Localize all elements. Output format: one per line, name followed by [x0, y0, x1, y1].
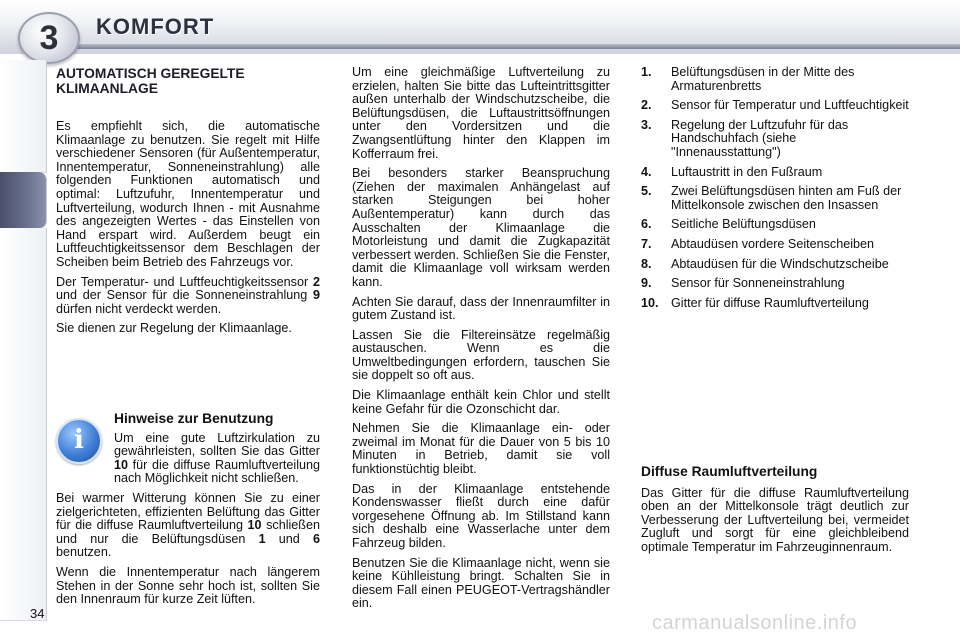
component-legend	[641, 66, 909, 316]
legend-item	[641, 185, 909, 212]
legend-text: Regelung der Luftzufuhr für das Handschuhfach (siehe "Innenausstattung")	[671, 117, 849, 159]
ref-number: 6	[313, 531, 321, 546]
section-title: AUTOMATISCH GEREGELTE KLIMAANLAGE	[56, 66, 245, 96]
legend-list	[641, 66, 909, 310]
text-run: schließen und nur die Belüftungsdüsen	[56, 518, 321, 546]
legend-text: Luftaustritt in den Fußraum	[671, 164, 823, 179]
chapter-tab[interactable]	[0, 452, 47, 509]
text-run: Bei warmer Witterung können Sie zu einer zielgerichteten, effizienten Belüftung das Gitter für die diffuse Raumluftverteilung	[56, 490, 320, 533]
ref-number: 2	[312, 274, 320, 289]
usage-note-paragraph: Wenn die Innentemperatur nach längerem Stehen in der Sonne sehr hoch ist, sollten Sie den Innenraum für kurze Zeit lüften.	[56, 564, 320, 607]
legend-item	[641, 297, 909, 311]
legend-text: Zwei Belüftungsdüsen hinten am Fuß der Mittelkonsole zwischen den Insassen	[671, 184, 902, 212]
ref-number: 1	[258, 531, 266, 546]
info-icon: i	[56, 418, 102, 464]
legend-item	[641, 66, 909, 93]
text-run: und der Sensor für die Sonneneinstrahlung	[56, 288, 313, 303]
legend-number: 10.	[641, 295, 659, 310]
legend-text: Seitliche Belüftungsdüsen	[671, 217, 816, 232]
sensor-purpose-paragraph: Sie dienen zur Regelung der Klimaanlage.	[56, 321, 292, 336]
ref-number: 10	[247, 518, 262, 533]
tip-paragraph: Das in der Klimaanlage entstehende Kondenswasser fließt durch eine dafür vorgesehene Öffnung ab. Im Stillstand kann sich deshalb eine Wasserlache unter dem Fahrzeug bilden.	[352, 481, 610, 550]
tip-paragraph: Benutzen Sie die Klimaanlage nicht, wenn sie keine Kühlleistung bringt. Schalten Sie in diesem Fall einen PEUGEOT-Vertragshändler ein.	[352, 555, 610, 611]
usage-note-paragraph	[56, 492, 320, 560]
usage-notes-title: Hinweise zur Benutzung	[114, 411, 274, 426]
text-run: benutzen.	[56, 545, 112, 560]
watermark: carmanualsonline.info	[652, 612, 858, 634]
legend-number: 9.	[641, 276, 652, 291]
chapter-tab-active[interactable]	[0, 172, 47, 229]
column-climate-tips	[352, 66, 610, 617]
sensor-paragraph	[56, 276, 320, 317]
chapter-tab[interactable]	[0, 508, 47, 565]
legend-number: 5.	[641, 184, 652, 199]
legend-item	[641, 166, 909, 180]
chapter-tab[interactable]	[0, 284, 47, 341]
usage-notes-box	[56, 412, 320, 613]
chapter-tab[interactable]	[0, 228, 47, 285]
legend-item	[641, 238, 909, 252]
tip-paragraph: Bei besonders starker Beanspruchung (Ziehen der maximalen Anhängelast auf starken Steigungen bei hoher Außentemperatur) kann durch das Ausschalten der Klimaanlage die Motorleistung und damit die Zugkapazität verbessert werden. Schließen Sie die Fenster, damit die Klimaanlage voll wirksam werden kann.	[352, 166, 610, 289]
chapter-tab[interactable]	[0, 396, 47, 453]
legend-item	[641, 119, 909, 160]
text-run: und	[265, 531, 313, 546]
legend-item	[641, 258, 909, 272]
text-run: für die diffuse Raumluftverteilung nach Möglichkeit nicht schließen.	[114, 457, 320, 486]
usage-note-paragraph	[114, 432, 320, 486]
legend-text: Belüftungsdüsen in der Mitte des Armaturenbretts	[671, 65, 855, 93]
legend-number: 3.	[641, 117, 652, 132]
chapter-title: KOMFORT	[96, 14, 215, 39]
chapter-tab-strip	[0, 60, 46, 620]
text-run: Der Temperatur- und Luftfeuchtigkeitssensor	[56, 274, 313, 289]
legend-text: Abtaudüsen für die Windschutzscheibe	[671, 256, 889, 271]
legend-text: Abtaudüsen vordere Seitenscheiben	[671, 236, 875, 251]
text-run: dürfen nicht verdeckt werden.	[56, 301, 222, 316]
diffuse-title: Diffuse Raumluftverteilung	[641, 464, 818, 479]
column-climate-intro	[56, 66, 320, 342]
legend-number: 6.	[641, 217, 652, 232]
page-number: 34	[30, 606, 45, 621]
legend-number: 1.	[641, 65, 652, 79]
chapter-tab[interactable]	[0, 340, 47, 397]
tip-paragraph: Die Klimaanlage enthält kein Chlor und stellt keine Gefahr für die Ozonschicht dar.	[352, 388, 610, 416]
tip-paragraph: Lassen Sie die Filtereinsätze regelmäßig austauschen. Wenn es die Umweltbedingungen erfordern, tauschen Sie sie doppelt so oft aus.	[352, 327, 610, 383]
legend-item	[641, 218, 909, 232]
legend-number: 2.	[641, 98, 652, 113]
legend-text: Sensor für Sonneneinstrahlung	[671, 276, 845, 291]
diffuse-distribution-section	[641, 465, 909, 555]
legend-text: Gitter für diffuse Raumluftverteilung	[671, 295, 869, 310]
legend-text: Sensor für Temperatur und Luftfeuchtigkeit	[671, 98, 909, 113]
intro-paragraph: Es empfiehlt sich, die automatische Klimaanlage zu benutzen. Sie regelt mit Hilfe verschiedener Sensoren (für Außentemperatur, Innentemperatur, Sonneneinstrahlung) alle folgenden Funktionen automatisch und optimal: Luftzufuhr, Innentemperatur und Luftverteilung, wodurch Ihnen - mit Ausnahme des angezeigten Wertes - das Einstellen von Hand erspart wird. Außerdem beugt ein Luftfeuchtigkeitssensor dem Beschlagen der Scheiben beim Betrieb des Fahrzeugs vor.	[56, 119, 320, 269]
legend-item	[641, 277, 909, 291]
text-run: Um eine gute Luftzirkulation zu gewährleisten, sollten Sie das Gitter	[114, 430, 320, 459]
diffuse-text: Das Gitter für die diffuse Raumluftverteilung oben an der Mittelkonsole trägt deutlich zur Verbesserung der Luftverteilung bei, vermeidet Zugluft und sorgt für eine gleichbleibend optimale Temperatur im Fahrzeuginnenraum.	[641, 485, 909, 554]
ref-number: 9	[312, 288, 320, 303]
chapter-tab[interactable]	[0, 60, 47, 117]
legend-number: 8.	[641, 256, 652, 271]
legend-number: 7.	[641, 236, 652, 251]
tip-paragraph: Nehmen Sie die Klimaanlage ein- oder zweimal im Monat für die Dauer von 5 bis 10 Minuten in Betrieb, damit sie voll funktionstüchtig bleibt.	[352, 421, 610, 477]
tip-paragraph: Achten Sie darauf, dass der Innenraumfilter in gutem Zustand ist.	[352, 294, 610, 323]
chapter-number-badge: 3	[18, 12, 80, 64]
header-divider	[70, 44, 960, 49]
legend-item	[641, 99, 909, 113]
chapter-tab[interactable]	[0, 116, 47, 173]
ref-number: 10	[114, 457, 129, 472]
legend-number: 4.	[641, 164, 652, 179]
tip-paragraph: Um eine gleichmäßige Luftverteilung zu erzielen, halten Sie bitte das Lufteintrittsgitter außen unterhalb der Windschutzscheibe, die Belüftungsdüsen, die Luftaustrittsöffnungen unter den Vordersitzen und die Zwangsentlüftung hinter den Klappen im Kofferraum frei.	[352, 65, 610, 161]
